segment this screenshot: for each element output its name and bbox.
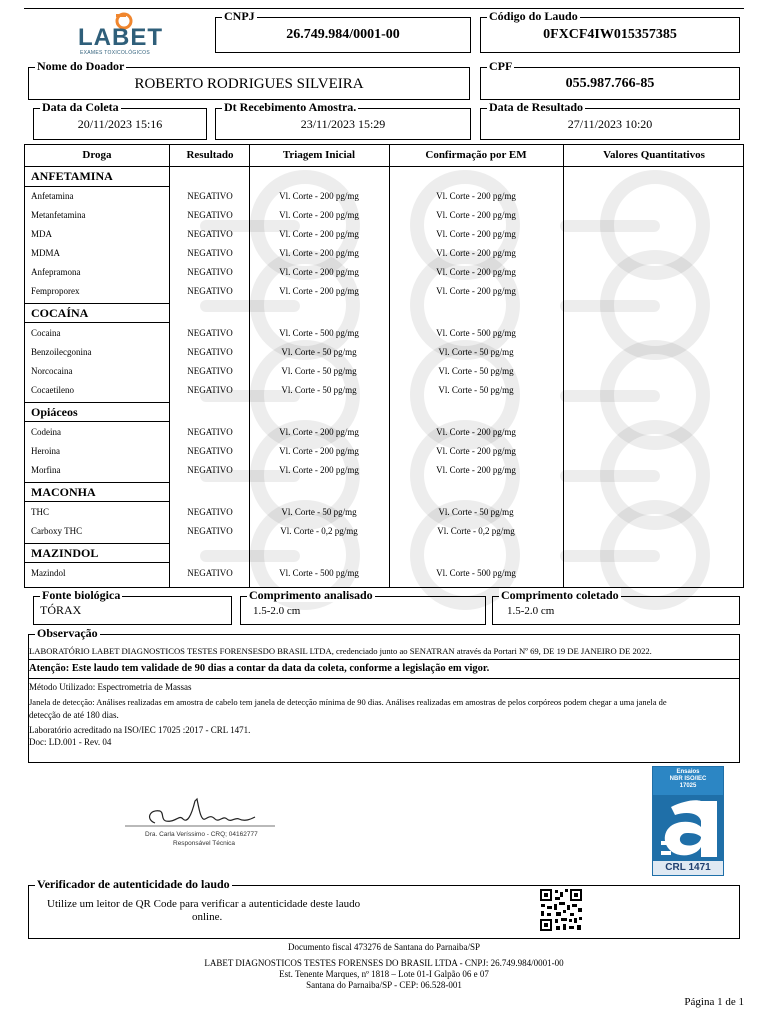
codigo-laudo-value: 0FXCF4IW015357385 [543, 27, 677, 42]
result-cell: NEGATIVO [187, 427, 233, 437]
labet-logo [78, 12, 163, 56]
confirmacao-cutoff-cell: Vl. Corte - 200 pg/mg [436, 465, 516, 475]
confirmacao-cutoff-cell: Vl. Corte - 200 pg/mg [436, 191, 516, 201]
cnpj-label: CNPJ [224, 9, 255, 23]
qr-code-icon[interactable] [539, 888, 583, 932]
col-divider [169, 145, 170, 167]
drug-name-cell: MDMA [31, 248, 61, 258]
observacao-field [28, 626, 740, 660]
logo-text: LABET [78, 24, 163, 51]
crl-line2: NBR ISO/IEC [669, 776, 707, 782]
confirmacao-cutoff-cell: Vl. Corte - 200 pg/mg [436, 267, 516, 277]
result-cell: NEGATIVO [187, 210, 233, 220]
result-cell: NEGATIVO [187, 385, 233, 395]
drug-name-cell: Heroina [31, 446, 60, 456]
table-row [25, 381, 743, 400]
table-row [25, 343, 743, 362]
page-number: Página 1 de 1 [684, 996, 744, 1008]
confirmacao-cutoff-cell: Vl. Corte - 500 pg/mg [436, 568, 516, 578]
footer-empresa: LABET DIAGNOSTICOS TESTES FORENSES DO BRASIL LTDA - CNPJ: 26.749.984/0001-00 [204, 958, 564, 968]
drug-name-cell: Cocaetileno [31, 385, 74, 395]
crl-badge-header [653, 767, 723, 795]
result-cell: NEGATIVO [187, 465, 233, 475]
table-row [25, 564, 743, 583]
doador-label: Nome do Doador [37, 59, 125, 73]
verificador-label: Verificador de autenticidade do laudo [37, 877, 230, 891]
result-cell: NEGATIVO [187, 526, 233, 536]
dt-recebimento-value: 23/11/2023 15:29 [300, 117, 386, 131]
crl-accreditation-badge [652, 766, 724, 876]
table-row [25, 263, 743, 282]
comprimento-coletado-label: Comprimento coletado [501, 588, 619, 602]
confirmacao-cutoff-cell: Vl. Corte - 50 pg/mg [438, 347, 514, 357]
cpf-label: CPF [489, 59, 513, 73]
result-cell: NEGATIVO [187, 347, 233, 357]
triagem-cutoff-cell: Vl. Corte - 200 pg/mg [279, 286, 359, 296]
drug-name-cell: Anfepramona [31, 267, 81, 277]
confirmacao-cutoff-cell: Vl. Corte - 500 pg/mg [436, 328, 516, 338]
triagem-cutoff-cell: Vl. Corte - 200 pg/mg [279, 248, 359, 258]
observacao-label: Observação [37, 626, 98, 640]
table-row [25, 324, 743, 343]
logo-tagline: EXAMES TOXICOLÓGICOS [80, 50, 150, 56]
triagem-cutoff-cell: Vl. Corte - 200 pg/mg [279, 427, 359, 437]
result-cell: NEGATIVO [187, 366, 233, 376]
fonte-value: TÓRAX [40, 603, 82, 617]
fonte-field [33, 588, 232, 625]
verificador-text-2: online. [192, 911, 223, 923]
triagem-cutoff-cell: Vl. Corte - 200 pg/mg [279, 446, 359, 456]
janela-text-1: Janela de detecção: Análises realizadas em amostra de cabelo tem janela de detecção mínima de 90 dias. Análises realizadas em amostras de pelos corpóreos podem chegar a uma janela de [29, 697, 667, 707]
triagem-cutoff-cell: Vl. Corte - 200 pg/mg [279, 267, 359, 277]
confirmacao-cutoff-cell: Vl. Corte - 50 pg/mg [438, 507, 514, 517]
data-resultado-label: Data de Resultado [489, 100, 584, 114]
drug-name-cell: MDA [31, 229, 53, 239]
crl-code: CRL 1471 [653, 861, 723, 875]
table-row [25, 282, 743, 301]
codigo-laudo-field [480, 9, 740, 53]
confirmacao-cutoff-cell: Vl. Corte - 200 pg/mg [436, 229, 516, 239]
data-coleta-field [33, 100, 207, 140]
drug-group-header: MAZINDOL [25, 543, 169, 563]
metodo-text: Método Utilizado: Espectrometria de Massas [29, 682, 192, 692]
triagem-cutoff-cell: Vl. Corte - 500 pg/mg [279, 328, 359, 338]
doador-value: ROBERTO RODRIGUES SILVEIRA [134, 76, 364, 92]
header-triagem: Triagem Inicial [282, 149, 356, 161]
janela-text-2: detecção de até 180 dias. [29, 710, 119, 720]
triagem-cutoff-cell: Vl. Corte - 200 pg/mg [279, 191, 359, 201]
triagem-cutoff-cell: Vl. Corte - 200 pg/mg [279, 229, 359, 239]
results-table [24, 144, 744, 588]
confirmacao-cutoff-cell: Vl. Corte - 50 pg/mg [438, 366, 514, 376]
footer-endereco: Est. Tenente Marques, nº 1818 – Lote 01-I Galpão 06 e 07 [279, 969, 489, 979]
comprimento-analisado-label: Comprimento analisado [249, 588, 373, 602]
result-cell: NEGATIVO [187, 568, 233, 578]
signature-image [125, 795, 285, 835]
triagem-cutoff-cell: Vl. Corte - 50 pg/mg [281, 347, 357, 357]
table-row [25, 522, 743, 541]
confirmacao-cutoff-cell: Vl. Corte - 50 pg/mg [438, 385, 514, 395]
triagem-cutoff-cell: Vl. Corte - 500 pg/mg [279, 568, 359, 578]
table-row [25, 244, 743, 263]
result-cell: NEGATIVO [187, 267, 233, 277]
observacao-box [28, 660, 740, 763]
drug-name-cell: Morfina [31, 465, 61, 475]
triagem-cutoff-cell: Vl. Corte - 200 pg/mg [279, 210, 359, 220]
crl-line3: 17025 [679, 783, 697, 789]
table-row [25, 423, 743, 442]
result-cell: NEGATIVO [187, 507, 233, 517]
footer-doc-fiscal: Documento fiscal 473276 de Santana do Parnaiba/SP [288, 942, 480, 952]
header-valores: Valores Quantitativos [603, 149, 705, 161]
observacao-credenciamento: LABORATÓRIO LABET DIAGNOSTICOS TESTES FORENSESDO BRASIL LTDA, credenciado junto ao SENATRAN através da Portari Nº 69, DE 19 DE JANEIRO DE 2022. [29, 646, 652, 656]
fonte-label: Fonte biológica [42, 588, 121, 602]
acreditado-text: Laboratório acreditado na ISO/IEC 17025 :2017 - CRL 1471. [29, 725, 251, 735]
atencao-row [29, 660, 739, 679]
crl-logo-icon [657, 797, 721, 861]
drug-name-cell: Norcocaina [31, 366, 73, 376]
table-row [25, 225, 743, 244]
drug-group-header: MACONHA [25, 482, 169, 502]
header-droga: Droga [82, 149, 112, 161]
drug-name-cell: Codeina [31, 427, 61, 437]
drug-group-header: ANFETAMINA [25, 167, 169, 187]
atencao-text: Atenção: Este laudo tem validade de 90 dias a contar da data da coleta, conforme a legislação em vigor. [29, 663, 490, 674]
top-rule [24, 8, 744, 9]
data-resultado-value: 27/11/2023 10:20 [567, 117, 653, 131]
triagem-cutoff-cell: Vl. Corte - 50 pg/mg [281, 507, 357, 517]
triagem-cutoff-cell: Vl. Corte - 50 pg/mg [281, 385, 357, 395]
drug-group-header: Opiáceos [25, 402, 169, 422]
drug-name-cell: Metanfetamina [31, 210, 86, 220]
footer-cidade: Santana do Parnaiba/SP - CEP: 06.528-001 [306, 980, 462, 990]
drug-name-cell: Benzoilecgonina [31, 347, 92, 357]
drug-name-cell: Anfetamina [31, 191, 74, 201]
cpf-field [480, 59, 740, 100]
confirmacao-cutoff-cell: Vl. Corte - 0,2 pg/mg [437, 526, 515, 536]
doador-field [28, 59, 470, 100]
confirmacao-cutoff-cell: Vl. Corte - 200 pg/mg [436, 427, 516, 437]
comprimento-coletado-field [492, 588, 740, 625]
data-coleta-label: Data da Coleta [42, 100, 119, 114]
table-row [25, 362, 743, 381]
table-row [25, 206, 743, 225]
drug-group-header: COCAÍNA [25, 303, 169, 323]
data-coleta-value: 20/11/2023 15:16 [77, 117, 163, 131]
signature-name: Dra. Carla Veríssimo - CRQ; 04162777 [145, 831, 258, 838]
confirmacao-cutoff-cell: Vl. Corte - 200 pg/mg [436, 286, 516, 296]
triagem-cutoff-cell: Vl. Corte - 50 pg/mg [281, 366, 357, 376]
result-cell: NEGATIVO [187, 229, 233, 239]
table-row [25, 442, 743, 461]
table-row [25, 187, 743, 206]
result-cell: NEGATIVO [187, 248, 233, 258]
drug-name-cell: Carboxy THC [31, 526, 83, 536]
data-resultado-field [480, 100, 740, 140]
table-row [25, 461, 743, 480]
result-cell: NEGATIVO [187, 328, 233, 338]
comprimento-analisado-field [240, 588, 486, 625]
table-header [25, 145, 743, 167]
cnpj-value: 26.749.984/0001-00 [286, 27, 400, 42]
dt-recebimento-field [215, 100, 471, 140]
drug-name-cell: THC [31, 507, 49, 517]
dt-recebimento-label: Dt Recebimento Amostra. [224, 100, 357, 114]
comprimento-analisado-value: 1.5-2.0 cm [253, 605, 301, 617]
drug-name-cell: Mazindol [31, 568, 66, 578]
triagem-cutoff-cell: Vl. Corte - 0,2 pg/mg [280, 526, 358, 536]
result-cell: NEGATIVO [187, 446, 233, 456]
signature-role: Responsável Técnica [173, 840, 236, 847]
confirmacao-cutoff-cell: Vl. Corte - 200 pg/mg [436, 446, 516, 456]
crl-line1: Ensaios [676, 769, 700, 775]
cnpj-field [215, 9, 471, 53]
header-resultado: Resultado [186, 149, 234, 161]
verificador-text-1: Utilize um leitor de QR Code para verificar a autenticidade deste laudo [47, 898, 361, 910]
codigo-laudo-label: Código do Laudo [489, 9, 578, 23]
header-confirmacao: Confirmação por EM [425, 149, 527, 161]
triagem-cutoff-cell: Vl. Corte - 200 pg/mg [279, 465, 359, 475]
verificador-field [28, 877, 740, 939]
table-row [25, 503, 743, 522]
drug-name-cell: Femproporex [31, 286, 80, 296]
doc-rev-text: Doc: LD.001 - Rev. 04 [29, 737, 112, 747]
result-cell: NEGATIVO [187, 191, 233, 201]
drug-name-cell: Cocaina [31, 328, 61, 338]
comprimento-coletado-value: 1.5-2.0 cm [507, 605, 555, 617]
confirmacao-cutoff-cell: Vl. Corte - 200 pg/mg [436, 248, 516, 258]
result-cell: NEGATIVO [187, 286, 233, 296]
confirmacao-cutoff-cell: Vl. Corte - 200 pg/mg [436, 210, 516, 220]
cpf-value: 055.987.766-85 [565, 76, 655, 91]
